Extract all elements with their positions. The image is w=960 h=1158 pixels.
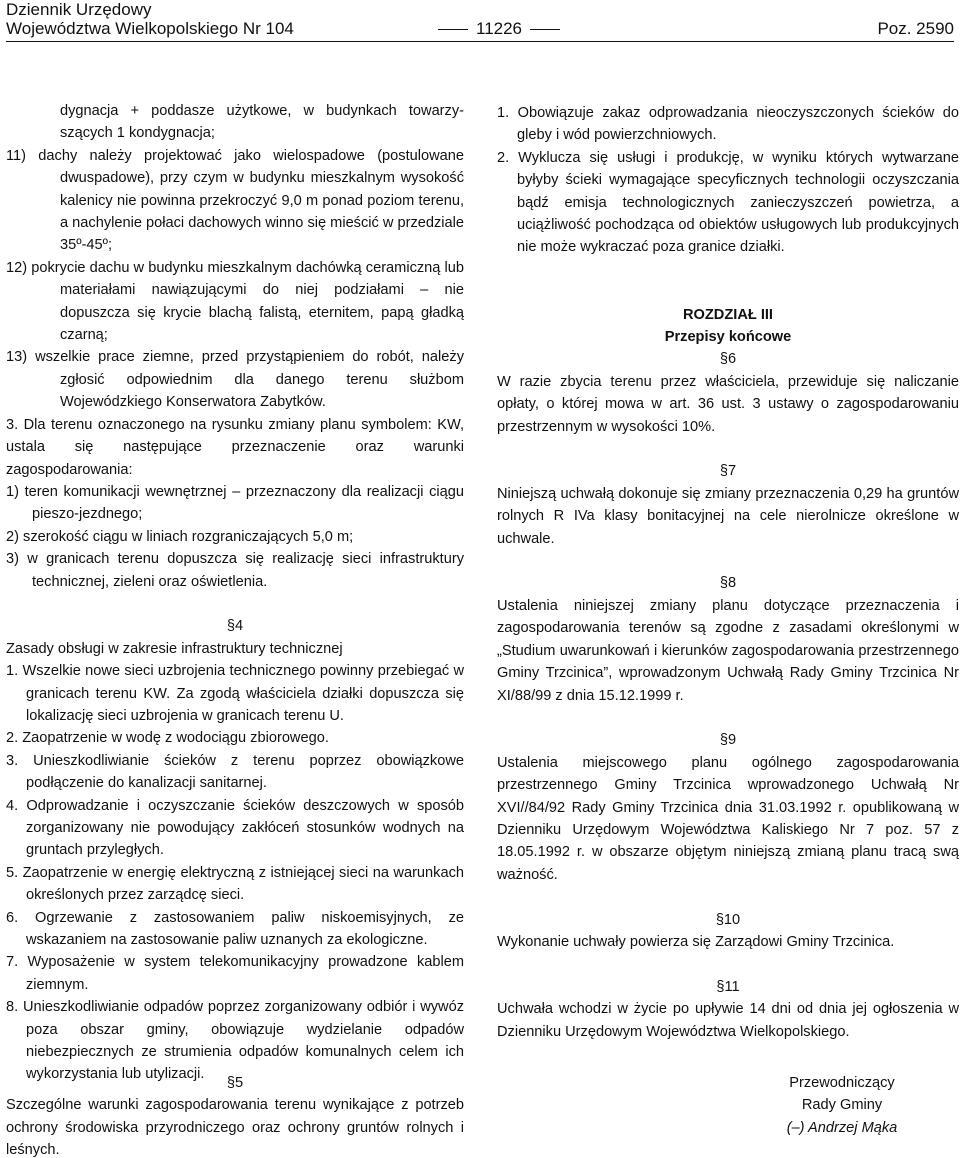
- section-5: [6, 1072, 464, 1158]
- section-4-title: Zasady obsługi w zakresie infrastruktury technicznej: [6, 640, 343, 657]
- section-11-heading: §11: [716, 978, 740, 995]
- chapter-heading: ROZDZIAŁ III: [683, 306, 773, 323]
- spacer: [497, 438, 959, 460]
- dash-right: [530, 29, 560, 30]
- spacer: [497, 886, 959, 908]
- section-7-text: Niniejszą uchwałą dokonuje się zmiany przeznaczenia 0,29 ha gruntów rolnych R IVa klasy bonitacyjnej na cele nierolnicze określone w uchwale.: [497, 485, 959, 547]
- section-9-heading: §9: [719, 732, 737, 749]
- left-item-11: 11) dachy należy projektować jako wielospadowe (postulowane dwuspadowe), przy czym w budynku mieszkalnym wysokość kalenicy nie powinna przekroczyć 9,0 m ponad poziom terenu, a nachylenie połaci dachowych winno się mieścić w przedziale 35º-45º;: [6, 147, 464, 254]
- left-item-12: 12) pokrycie dachu w budynku mieszkalnym dachówką ceramiczną lub materiałami nawiązującymi do niej podziałami – nie dopuszcza się krycie blachą falistą, eternitem, papą gładką czarną;: [6, 259, 464, 344]
- spacer: [497, 953, 959, 975]
- journal-title: [6, 0, 294, 38]
- journal-title-line1: Dziennik Urzędowy: [6, 0, 152, 19]
- section-4-item-6: 6. Ogrzewanie z zastosowaniem paliw niskoemisyjnych, ze wskazaniem na zastosowanie paliw uznanych za ekologiczne.: [6, 909, 464, 949]
- left-item-3-2: 2) szerokość ciągu w liniach rozgraniczających 5,0 m;: [6, 528, 354, 545]
- chapter-title: Przepisy końcowe: [664, 329, 792, 346]
- signature-name: (–) Andrzej Mąka: [786, 1119, 898, 1136]
- right-item-2: 2. Wyklucza się usługi i produkcję, w wyniku których wytwarzane byłyby ścieki wymagające specyficznych technologii oczyszczania bądź emisja technologicznych zanieczyszczeń powietrza, a uciążliwość pochodząca od obiektów usługowych lub produkcyjnych nie może wykraczać poza granice działki.: [497, 149, 959, 256]
- position-number: Poz. 2590: [877, 19, 954, 38]
- dash-left: [438, 29, 468, 30]
- section-6-heading: §6: [719, 351, 737, 368]
- right-item-1: 1. Obowiązuje zakaz odprowadzania nieoczyszczonych ścieków do gleby i wód powierzchniowych.: [497, 105, 959, 144]
- section-9-text: Ustalenia miejscowego planu ogólnego zagospodarowania przestrzennego Gminy Trzcinica wprowadzonego Uchwałą Nr XVI//84/92 Rady Gminy Trzcinica dnia 31.03.1992 r. opublikowaną w Dzienniku Urzędowym Województwa Kaliskiego Nr 7 poz. 57 z 18.05.1992 r. w obszarze objętym niniejszą zmianą planu tracą swą ważność.: [497, 754, 959, 883]
- page-number-text: 11226: [476, 19, 523, 38]
- page-header: [0, 0, 960, 44]
- section-7-heading: §7: [719, 463, 737, 480]
- left-item-3-1: 1) teren komunikacji wewnętrznej – przeznaczony dla realizacji ciągu pieszo-jezdnego;: [6, 483, 464, 523]
- spacer: [6, 593, 464, 615]
- signature-body: Rady Gminy: [801, 1097, 883, 1114]
- left-item-13: 13) wszelkie prace ziemne, przed przystąpieniem do robót, należy zgłosić odpowiednim dla danego terenu służbom Wojewódzkiego Konserwatora Zabytków.: [6, 349, 464, 411]
- section-5-heading: §5: [226, 1075, 244, 1091]
- section-5-text: Szczególne warunki zagospodarowania terenu wynikające z potrzeb ochrony środowiska przyrodniczego oraz ochrony gruntów rolnych i leśnych.: [6, 1097, 464, 1158]
- section-4-item-7: 7. Wyposażenie w system telekomunikacyjny prowadzone kablem ziemnym.: [6, 954, 464, 993]
- header-rule: [6, 41, 954, 42]
- section-10-text: Wykonanie uchwały powierza się Zarządowi Gminy Trzcinica.: [497, 933, 895, 950]
- section-10-heading: §10: [715, 911, 741, 928]
- section-4-item-4: 4. Odprowadzanie i oczyszczanie ścieków deszczowych w sposób zorganizowany nie powodujący zakłóceń stosunków wodnych na gruntach przyległych.: [6, 797, 464, 859]
- section-6-text: W razie zbycia terenu przez właściciela, przewiduje się naliczanie opłaty, o której mowa w art. 36 ust. 3 ustawy o zagospodarowaniu przestrzennym w wysokości 10%.: [497, 373, 959, 435]
- page-number: [430, 19, 568, 38]
- right-column: [497, 102, 959, 1043]
- journal-title-line2: Województwa Wielkopolskiego Nr 104: [6, 19, 294, 38]
- section-4-item-8: 8. Unieszkodliwianie odpadów poprzez zorganizowany odbiór i wywóz poza obszar gminy, obowiązuje wydzielanie odpadów niebezpiecznych ze strumienia odpadów komunalnych celem ich wykorzystania lub utylizacji.: [6, 999, 464, 1083]
- spacer: [497, 550, 959, 572]
- spacer: [497, 281, 959, 303]
- spacer: [497, 259, 959, 281]
- signature-block: [742, 1072, 942, 1139]
- left-column: [6, 100, 464, 1086]
- section-4-item-1: 1. Wszelkie nowe sieci uzbrojenia technicznego powinny przebiegać w granicach terenu KW. Za zgodą właściciela działki dopuszcza się lokalizację sieci uzbrojenia w granicach terenu U.: [6, 663, 464, 724]
- left-item-3-3: 3) w granicach terenu dopuszcza się realizację sieci infrastruktury technicznej, zieleni oraz oświetlenia.: [6, 551, 464, 590]
- signature-title: Przewodniczący: [789, 1075, 895, 1091]
- section-11-text: Uchwała wchodzi w życie po upływie 14 dni od dnia jej ogłoszenia w Dzienniku Urzędowym Województwa Wielkopolskiego.: [497, 1001, 959, 1040]
- section-4-heading: §4: [226, 618, 244, 635]
- left-para-1: dygnacja + poddasze użytkowe, w budynkach towarzy-szących 1 kondygnacja;: [60, 103, 464, 142]
- section-8-text: Ustalenia niniejszej zmiany planu dotyczące przeznaczenia i zagospodarowania terenów są zgodne z zasadami określonymi w „Studium uwarunkowań i kierunków zagospodarowania przestrzennego Gminy Trzcinica”, wprowadzonym Uchwałą Rady Gminy Trzcinica Nr XI/88/99 z dnia 15.12.1999 r.: [497, 597, 959, 704]
- section-4-item-5: 5. Zaopatrzenie w energię elektryczną z istniejącej sieci na warunkach określonych przez zarządcę sieci.: [6, 864, 464, 904]
- left-para-3: 3. Dla terenu oznaczonego na rysunku zmiany planu symbolem: KW, ustala się następujące przeznaczenie oraz warunki zagospodarowania:: [6, 416, 464, 478]
- section-4-item-3: 3. Unieszkodliwianie ścieków z terenu poprzez obowiązkowe podłączenie do kanalizacji sanitarnej.: [6, 752, 464, 792]
- section-8-heading: §8: [719, 575, 737, 592]
- spacer: [497, 707, 959, 729]
- section-4-item-2: 2. Zaopatrzenie w wodę z wodociągu zbiorowego.: [6, 730, 329, 747]
